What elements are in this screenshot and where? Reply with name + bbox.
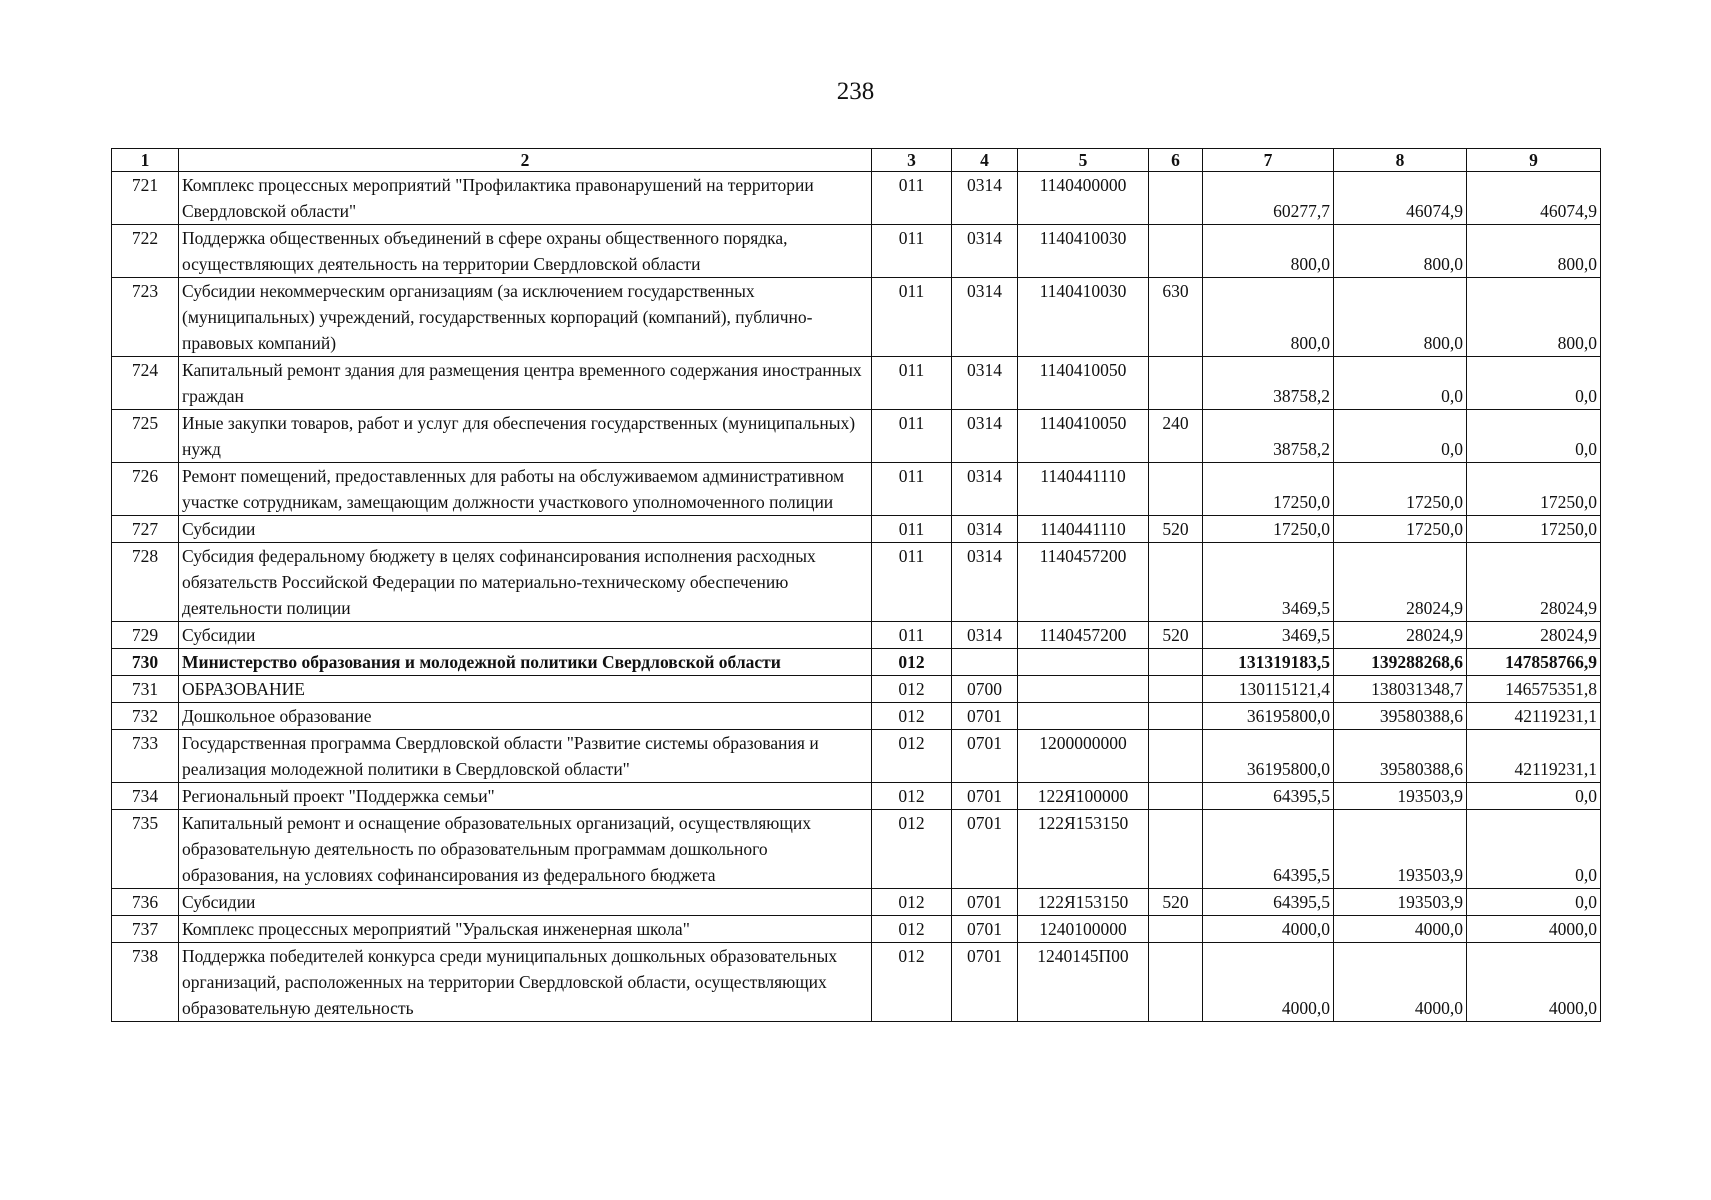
table-row bbox=[112, 410, 1601, 463]
amount-col7: 64395,5 bbox=[1203, 889, 1334, 916]
amount-col7: 4000,0 bbox=[1203, 943, 1334, 1022]
amount-col8: 193503,9 bbox=[1334, 783, 1467, 810]
code-ministry: 011 bbox=[872, 278, 952, 357]
code-section: 0701 bbox=[952, 730, 1018, 783]
amount-col9: 0,0 bbox=[1467, 410, 1601, 463]
code-target bbox=[1018, 649, 1149, 676]
row-number: 725 bbox=[112, 410, 179, 463]
code-section: 0314 bbox=[952, 278, 1018, 357]
header-cell: 2 bbox=[179, 149, 872, 172]
code-expense-type: 520 bbox=[1149, 889, 1203, 916]
row-number: 723 bbox=[112, 278, 179, 357]
header-row bbox=[112, 149, 1601, 172]
code-expense-type bbox=[1149, 225, 1203, 278]
item-name: Капитальный ремонт и оснащение образовательных организаций, осуществляющих образовательную деятельность по образовательным программам дошкольного образования, на условиях софинансирования из федерального бюджета bbox=[179, 810, 872, 889]
code-ministry: 012 bbox=[872, 810, 952, 889]
table-row bbox=[112, 810, 1601, 889]
table-row bbox=[112, 357, 1601, 410]
amount-col9: 42119231,1 bbox=[1467, 730, 1601, 783]
code-section: 0314 bbox=[952, 516, 1018, 543]
row-number: 721 bbox=[112, 172, 179, 225]
amount-col9: 146575351,8 bbox=[1467, 676, 1601, 703]
code-target: 1140410050 bbox=[1018, 410, 1149, 463]
code-target: 1140410030 bbox=[1018, 225, 1149, 278]
amount-col7: 38758,2 bbox=[1203, 357, 1334, 410]
table-row bbox=[112, 278, 1601, 357]
row-number: 722 bbox=[112, 225, 179, 278]
code-ministry: 011 bbox=[872, 225, 952, 278]
table-row bbox=[112, 676, 1601, 703]
amount-col8: 193503,9 bbox=[1334, 810, 1467, 889]
amount-col7: 17250,0 bbox=[1203, 463, 1334, 516]
code-expense-type bbox=[1149, 172, 1203, 225]
item-name: Ремонт помещений, предоставленных для работы на обслуживаемом административном участке сотрудникам, замещающим должности участкового уполномоченного полиции bbox=[179, 463, 872, 516]
code-expense-type bbox=[1149, 463, 1203, 516]
row-number: 730 bbox=[112, 649, 179, 676]
code-section: 0701 bbox=[952, 703, 1018, 730]
code-expense-type: 630 bbox=[1149, 278, 1203, 357]
code-ministry: 012 bbox=[872, 730, 952, 783]
code-section: 0701 bbox=[952, 916, 1018, 943]
amount-col9: 28024,9 bbox=[1467, 543, 1601, 622]
code-ministry: 011 bbox=[872, 543, 952, 622]
item-name: Иные закупки товаров, работ и услуг для обеспечения государственных (муниципальных) нужд bbox=[179, 410, 872, 463]
code-ministry: 011 bbox=[872, 622, 952, 649]
row-number: 734 bbox=[112, 783, 179, 810]
amount-col8: 4000,0 bbox=[1334, 916, 1467, 943]
code-ministry: 011 bbox=[872, 463, 952, 516]
amount-col8: 139288268,6 bbox=[1334, 649, 1467, 676]
code-expense-type: 240 bbox=[1149, 410, 1203, 463]
amount-col9: 42119231,1 bbox=[1467, 703, 1601, 730]
amount-col7: 17250,0 bbox=[1203, 516, 1334, 543]
amount-col9: 28024,9 bbox=[1467, 622, 1601, 649]
code-target: 1140410050 bbox=[1018, 357, 1149, 410]
code-target bbox=[1018, 703, 1149, 730]
code-section: 0701 bbox=[952, 783, 1018, 810]
code-ministry: 012 bbox=[872, 916, 952, 943]
item-name: Субсидия федеральному бюджету в целях софинансирования исполнения расходных обязательств Российской Федерации по материально-техническому обеспечению деятельности полиции bbox=[179, 543, 872, 622]
table-row bbox=[112, 916, 1601, 943]
row-number: 736 bbox=[112, 889, 179, 916]
amount-col9: 0,0 bbox=[1467, 889, 1601, 916]
code-section: 0314 bbox=[952, 225, 1018, 278]
code-target bbox=[1018, 676, 1149, 703]
amount-col7: 130115121,4 bbox=[1203, 676, 1334, 703]
code-expense-type bbox=[1149, 783, 1203, 810]
item-name: Поддержка общественных объединений в сфере охраны общественного порядка, осуществляющих деятельность на территории Свердловской области bbox=[179, 225, 872, 278]
table-row bbox=[112, 516, 1601, 543]
amount-col9: 4000,0 bbox=[1467, 916, 1601, 943]
amount-col9: 0,0 bbox=[1467, 810, 1601, 889]
amount-col9: 46074,9 bbox=[1467, 172, 1601, 225]
code-target: 1140457200 bbox=[1018, 622, 1149, 649]
amount-col7: 800,0 bbox=[1203, 225, 1334, 278]
code-section: 0314 bbox=[952, 543, 1018, 622]
code-ministry: 012 bbox=[872, 703, 952, 730]
header-cell: 6 bbox=[1149, 149, 1203, 172]
amount-col8: 4000,0 bbox=[1334, 943, 1467, 1022]
code-section: 0701 bbox=[952, 889, 1018, 916]
amount-col9: 800,0 bbox=[1467, 278, 1601, 357]
table-row bbox=[112, 730, 1601, 783]
row-number: 727 bbox=[112, 516, 179, 543]
item-name: Комплекс процессных мероприятий "Уральская инженерная школа" bbox=[179, 916, 872, 943]
amount-col9: 0,0 bbox=[1467, 783, 1601, 810]
item-name: Субсидии bbox=[179, 889, 872, 916]
code-section: 0314 bbox=[952, 622, 1018, 649]
code-expense-type bbox=[1149, 649, 1203, 676]
code-expense-type bbox=[1149, 357, 1203, 410]
item-name: ОБРАЗОВАНИЕ bbox=[179, 676, 872, 703]
table-row bbox=[112, 649, 1601, 676]
row-number: 726 bbox=[112, 463, 179, 516]
row-number: 728 bbox=[112, 543, 179, 622]
table-row bbox=[112, 889, 1601, 916]
row-number: 735 bbox=[112, 810, 179, 889]
code-target: 1240100000 bbox=[1018, 916, 1149, 943]
row-number: 731 bbox=[112, 676, 179, 703]
amount-col9: 800,0 bbox=[1467, 225, 1601, 278]
amount-col8: 0,0 bbox=[1334, 357, 1467, 410]
header-cell: 3 bbox=[872, 149, 952, 172]
item-name: Субсидии bbox=[179, 516, 872, 543]
code-expense-type bbox=[1149, 730, 1203, 783]
code-target: 1140400000 bbox=[1018, 172, 1149, 225]
item-name: Государственная программа Свердловской области "Развитие системы образования и реализация молодежной политики в Свердловской области" bbox=[179, 730, 872, 783]
code-expense-type bbox=[1149, 703, 1203, 730]
amount-col9: 17250,0 bbox=[1467, 463, 1601, 516]
amount-col7: 64395,5 bbox=[1203, 810, 1334, 889]
code-ministry: 011 bbox=[872, 172, 952, 225]
amount-col8: 0,0 bbox=[1334, 410, 1467, 463]
code-section: 0314 bbox=[952, 357, 1018, 410]
amount-col7: 3469,5 bbox=[1203, 622, 1334, 649]
amount-col8: 800,0 bbox=[1334, 225, 1467, 278]
code-target: 122Я100000 bbox=[1018, 783, 1149, 810]
table-row bbox=[112, 172, 1601, 225]
code-section: 0314 bbox=[952, 463, 1018, 516]
code-ministry: 012 bbox=[872, 889, 952, 916]
header-cell: 8 bbox=[1334, 149, 1467, 172]
table-row bbox=[112, 783, 1601, 810]
item-name: Комплекс процессных мероприятий "Профилактика правонарушений на территории Свердловской области" bbox=[179, 172, 872, 225]
amount-col7: 36195800,0 bbox=[1203, 730, 1334, 783]
amount-col9: 147858766,9 bbox=[1467, 649, 1601, 676]
amount-col7: 60277,7 bbox=[1203, 172, 1334, 225]
table-row bbox=[112, 225, 1601, 278]
code-expense-type bbox=[1149, 916, 1203, 943]
code-section: 0701 bbox=[952, 810, 1018, 889]
amount-col8: 138031348,7 bbox=[1334, 676, 1467, 703]
item-name: Субсидии bbox=[179, 622, 872, 649]
header-cell: 5 bbox=[1018, 149, 1149, 172]
code-target: 1140410030 bbox=[1018, 278, 1149, 357]
amount-col8: 39580388,6 bbox=[1334, 730, 1467, 783]
table-row bbox=[112, 463, 1601, 516]
amount-col8: 17250,0 bbox=[1334, 516, 1467, 543]
item-name: Капитальный ремонт здания для размещения центра временного содержания иностранных граждан bbox=[179, 357, 872, 410]
amount-col7: 64395,5 bbox=[1203, 783, 1334, 810]
code-target: 1140441110 bbox=[1018, 516, 1149, 543]
code-expense-type bbox=[1149, 943, 1203, 1022]
amount-col8: 46074,9 bbox=[1334, 172, 1467, 225]
header-cell: 9 bbox=[1467, 149, 1601, 172]
item-name: Министерство образования и молодежной политики Свердловской области bbox=[179, 649, 872, 676]
amount-col9: 17250,0 bbox=[1467, 516, 1601, 543]
amount-col7: 131319183,5 bbox=[1203, 649, 1334, 676]
code-target: 1240145П00 bbox=[1018, 943, 1149, 1022]
table-body bbox=[112, 172, 1601, 1022]
table-row bbox=[112, 543, 1601, 622]
amount-col8: 193503,9 bbox=[1334, 889, 1467, 916]
code-section: 0700 bbox=[952, 676, 1018, 703]
amount-col7: 36195800,0 bbox=[1203, 703, 1334, 730]
code-section: 0314 bbox=[952, 172, 1018, 225]
code-target: 1140457200 bbox=[1018, 543, 1149, 622]
amount-col7: 3469,5 bbox=[1203, 543, 1334, 622]
code-section: 0701 bbox=[952, 943, 1018, 1022]
code-expense-type bbox=[1149, 676, 1203, 703]
item-name: Субсидии некоммерческим организациям (за исключением государственных (муниципальных) учреждений, государственных корпораций (компаний), публично-правовых компаний) bbox=[179, 278, 872, 357]
code-ministry: 011 bbox=[872, 357, 952, 410]
header-cell: 4 bbox=[952, 149, 1018, 172]
code-expense-type: 520 bbox=[1149, 516, 1203, 543]
row-number: 738 bbox=[112, 943, 179, 1022]
table-row bbox=[112, 622, 1601, 649]
item-name: Региональный проект "Поддержка семьи" bbox=[179, 783, 872, 810]
item-name: Поддержка победителей конкурса среди муниципальных дошкольных образовательных организаций, расположенных на территории Свердловской области, осуществляющих образовательную деятельность bbox=[179, 943, 872, 1022]
code-expense-type bbox=[1149, 810, 1203, 889]
code-ministry: 011 bbox=[872, 516, 952, 543]
code-ministry: 012 bbox=[872, 783, 952, 810]
row-number: 737 bbox=[112, 916, 179, 943]
code-target: 122Я153150 bbox=[1018, 810, 1149, 889]
amount-col8: 800,0 bbox=[1334, 278, 1467, 357]
code-ministry: 011 bbox=[872, 410, 952, 463]
table-row bbox=[112, 943, 1601, 1022]
code-section bbox=[952, 649, 1018, 676]
code-expense-type bbox=[1149, 543, 1203, 622]
row-number: 733 bbox=[112, 730, 179, 783]
row-number: 732 bbox=[112, 703, 179, 730]
header-cell: 7 bbox=[1203, 149, 1334, 172]
amount-col9: 0,0 bbox=[1467, 357, 1601, 410]
budget-table bbox=[111, 148, 1601, 1022]
code-ministry: 012 bbox=[872, 676, 952, 703]
amount-col8: 17250,0 bbox=[1334, 463, 1467, 516]
code-target: 1200000000 bbox=[1018, 730, 1149, 783]
row-number: 729 bbox=[112, 622, 179, 649]
amount-col8: 28024,9 bbox=[1334, 622, 1467, 649]
code-target: 1140441110 bbox=[1018, 463, 1149, 516]
amount-col7: 800,0 bbox=[1203, 278, 1334, 357]
amount-col8: 28024,9 bbox=[1334, 543, 1467, 622]
page-number: 238 bbox=[836, 78, 875, 105]
amount-col7: 4000,0 bbox=[1203, 916, 1334, 943]
code-ministry: 012 bbox=[872, 649, 952, 676]
code-expense-type: 520 bbox=[1149, 622, 1203, 649]
header-cell: 1 bbox=[112, 149, 179, 172]
amount-col9: 4000,0 bbox=[1467, 943, 1601, 1022]
code-section: 0314 bbox=[952, 410, 1018, 463]
amount-col7: 38758,2 bbox=[1203, 410, 1334, 463]
code-ministry: 012 bbox=[872, 943, 952, 1022]
code-target: 122Я153150 bbox=[1018, 889, 1149, 916]
amount-col8: 39580388,6 bbox=[1334, 703, 1467, 730]
table-row bbox=[112, 703, 1601, 730]
item-name: Дошкольное образование bbox=[179, 703, 872, 730]
row-number: 724 bbox=[112, 357, 179, 410]
